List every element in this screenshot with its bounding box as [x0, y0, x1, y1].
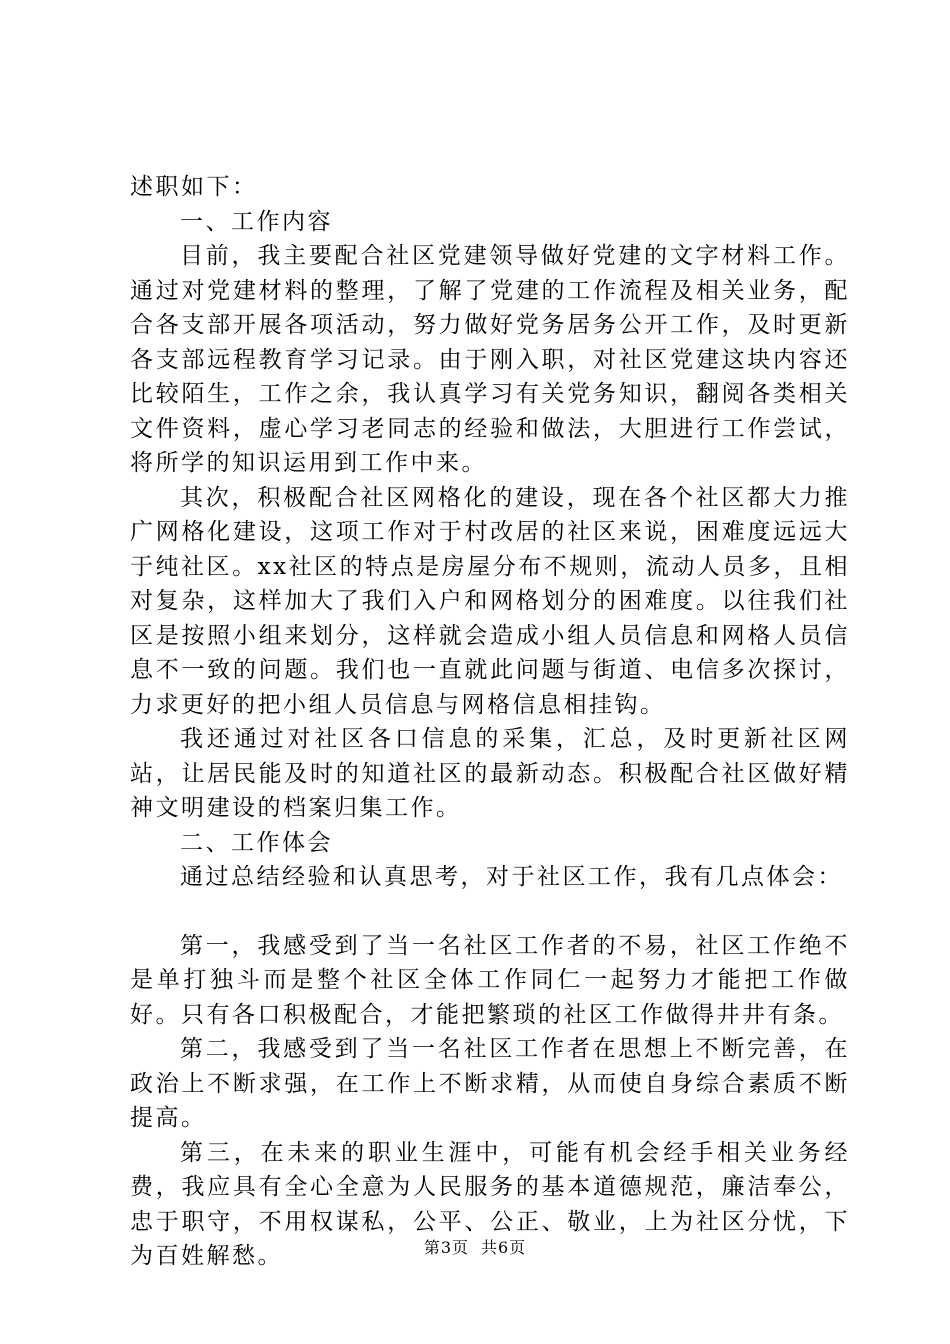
paragraph-information-collection: 我还通过对社区各口信息的采集，汇总，及时更新社区网站，让居民能及时的知道社区的最新动态。积极配合社区做好精神文明建设的档案归集工作。 [130, 726, 850, 821]
page-footer [0, 1238, 950, 1258]
paragraph-experience-intro: 通过总结经验和认真思考，对于社区工作，我有几点体会： [180, 864, 843, 890]
section-heading-work-experience: 二、工作体会 [180, 829, 333, 856]
paragraph-spacer [130, 895, 850, 929]
page-number-total: 共6页 [481, 1238, 527, 1257]
paragraph-point-first: 第一，我感受到了当一名社区工作者的不易，社区工作绝不是单打独斗而是整个社区全体工作同仁一起努力才能把工作做好。只有各口积极配合，才能把繁琐的社区工作做得井井有条。 [130, 932, 850, 1028]
intro-line: 述职如下： [130, 174, 258, 200]
paragraph-party-building: 目前，我主要配合社区党建领导做好党建的文字材料工作。通过对党建材料的整理，了解了党建的工作流程及相关业务，配合各支部开展各项活动，努力做好党务居务公开工作，及时更新各支部远程教育学习记录。由于刚入职，对社区党建这块内容还比较陌生，工作之余，我认真学习有关党务知识，翻阅各类相关文件资料，虚心学习老同志的经验和做法，大胆进行工作尝试，将所学的知识运用到工作中来。 [130, 243, 850, 476]
paragraph-grid-management: 其次，积极配合社区网格化的建设，现在各个社区都大力推广网格化建设，这项工作对于村改居的社区来说，困难度远远大于纯社区。xx社区的特点是房屋分布不规则，流动人员多，且相对复杂，这样加大了我们入户和网格划分的困难度。以往我们社区是按照小组来划分，这样就会造成小组人员信息和网格人员信息不一致的问题。我们也一直就此问题与街道、电信多次探讨，力求更好的把小组人员信息与网格信息相挂钩。 [130, 484, 850, 718]
document-body [130, 170, 850, 1274]
paragraph-point-second: 第二，我感受到了当一名社区工作者在思想上不断完善，在政治上不断求强，在工作上不断求精，从而使自身综合素质不断提高。 [130, 1036, 850, 1131]
section-heading-work-content: 一、工作内容 [180, 208, 333, 235]
page-number-current: 第3页 [423, 1238, 469, 1257]
paragraph-point-third: 第三，在未来的职业生涯中，可能有机会经手相关业务经费，我应具有全心全意为人民服务的基本道德规范，廉洁奉公，忠于职守，不用权谋私，公平、公正、敬业，上为社区分忧，下为百姓解愁。 [130, 1139, 850, 1269]
